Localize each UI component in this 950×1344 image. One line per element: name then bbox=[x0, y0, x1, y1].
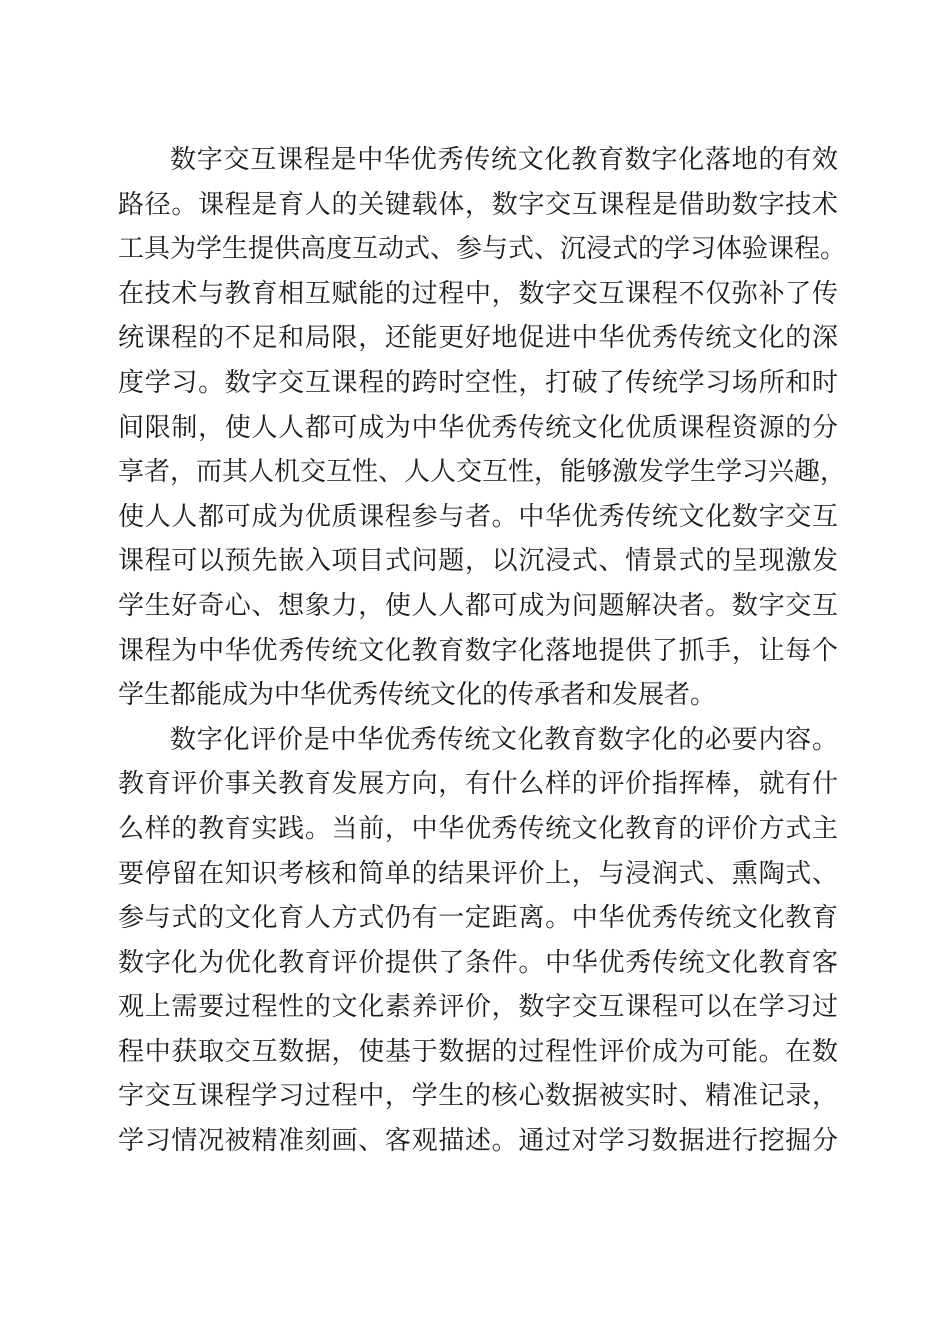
document-body bbox=[118, 138, 847, 1164]
text-line: 数字化为优化教育评价提供了条件。中华优秀传统文化教育客 bbox=[118, 947, 838, 978]
text-line: 程中获取交互数据，使基于数据的过程性评价成为可能。在数 bbox=[118, 1036, 838, 1067]
text-line: 使人人都可成为优质课程参与者。中华优秀传统文化数字交互 bbox=[118, 501, 838, 532]
paragraph-1 bbox=[118, 138, 847, 718]
text-line: 统课程的不足和局限，还能更好地促进中华优秀传统文化的深 bbox=[118, 323, 838, 354]
text-line: 观上需要过程性的文化素养评价，数字交互课程可以在学习过 bbox=[118, 992, 838, 1023]
text-line: 么样的教育实践。当前，中华优秀传统文化教育的评价方式主 bbox=[118, 813, 838, 844]
text-line: 教育评价事关教育发展方向，有什么样的评价指挥棒，就有什 bbox=[118, 769, 838, 800]
text-line: 学习情况被精准刻画、客观描述。通过对学习数据进行挖掘分 bbox=[118, 1126, 838, 1157]
text-line: 度学习。数字交互课程的跨时空性，打破了传统学习场所和时 bbox=[118, 367, 838, 398]
text-line: 享者，而其人机交互性、人人交互性，能够激发学生学习兴趣， bbox=[118, 457, 847, 488]
paragraph-2 bbox=[118, 718, 838, 1164]
text-line: 数字化评价是中华优秀传统文化教育数字化的必要内容。 bbox=[170, 724, 838, 755]
text-line: 要停留在知识考核和简单的结果评价上，与浸润式、熏陶式、 bbox=[118, 858, 838, 889]
text-line: 课程可以预先嵌入项目式问题，以沉浸式、情景式的呈现激发 bbox=[118, 546, 838, 577]
text-line: 学生都能成为中华优秀传统文化的传承者和发展者。 bbox=[118, 680, 717, 711]
text-line: 课程为中华优秀传统文化教育数字化落地提供了抓手，让每个 bbox=[118, 635, 838, 666]
text-line: 数字交互课程是中华优秀传统文化教育数字化落地的有效 bbox=[170, 145, 838, 175]
text-line: 参与式的文化育人方式仍有一定距离。中华优秀传统文化教育 bbox=[118, 903, 838, 934]
text-line: 字交互课程学习过程中，学生的核心数据被实时、精准记录， bbox=[118, 1081, 838, 1112]
text-line: 路径。课程是育人的关键载体，数字交互课程是借助数字技术 bbox=[118, 189, 838, 220]
text-line: 学生好奇心、想象力，使人人都可成为问题解决者。数字交互 bbox=[118, 590, 838, 621]
text-line: 间限制，使人人都可成为中华优秀传统文化优质课程资源的分 bbox=[118, 412, 838, 443]
text-line: 工具为学生提供高度互动式、参与式、沉浸式的学习体验课程。 bbox=[118, 234, 847, 265]
text-line: 在技术与教育相互赋能的过程中，数字交互课程不仅弥补了传 bbox=[118, 278, 838, 309]
